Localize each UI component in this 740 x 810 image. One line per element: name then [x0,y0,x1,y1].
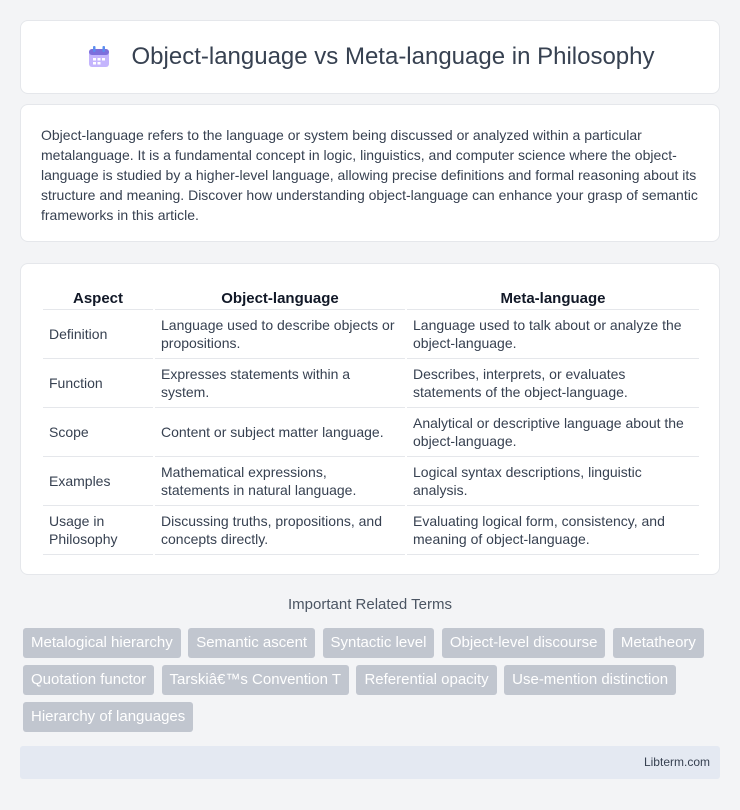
header-card [20,20,720,94]
term-tag[interactable]: Use-mention distinction [504,665,676,695]
footer [20,746,720,779]
table-row [43,359,699,408]
table-cell: Logical syntax descriptions, linguistic analysis. [407,457,699,506]
table-cell: Scope [43,408,153,457]
term-tag[interactable]: Metalogical hierarchy [23,628,181,658]
comparison-table [41,284,701,555]
term-tag[interactable]: Tarskiâ€™s Convention T [162,665,349,695]
table-cell: Expresses statements within a system. [155,359,405,408]
comparison-card [20,263,720,575]
table-cell: Language used to describe objects or propositions. [155,310,405,359]
column-header: Object-language [155,284,405,310]
intro-card [20,104,720,242]
table-row [43,408,699,457]
term-tag[interactable]: Referential opacity [356,665,496,695]
table-cell: Function [43,359,153,408]
table-row [43,457,699,506]
calendar-icon [86,44,112,70]
table-cell: Content or subject matter language. [155,408,405,457]
table-cell: Analytical or descriptive language about the object-language. [407,408,699,457]
column-header: Aspect [43,284,153,310]
term-tag[interactable]: Metatheory [613,628,704,658]
term-tag[interactable]: Semantic ascent [188,628,315,658]
table-row [43,310,699,359]
table-cell: Examples [43,457,153,506]
table-cell: Definition [43,310,153,359]
page-title: Object-language vs Meta-language in Philosophy [131,43,655,70]
term-tag[interactable]: Syntactic level [323,628,435,658]
table-cell: Describes, interprets, or evaluates statements of the object-language. [407,359,699,408]
term-tag[interactable]: Object-level discourse [442,628,606,658]
term-tag[interactable]: Hierarchy of languages [23,702,193,732]
table-header-row [43,284,699,310]
related-terms-title: Important Related Terms [288,596,452,613]
footer-brand-link[interactable]: Libterm.com [643,755,710,769]
table-row [43,506,699,555]
table-cell: Language used to talk about or analyze the object-language. [407,310,699,359]
term-tag[interactable]: Quotation functor [23,665,154,695]
table-cell: Discussing truths, propositions, and concepts directly. [155,506,405,555]
table-cell: Evaluating logical form, consistency, and meaning of object-language. [407,506,699,555]
intro-text: Object-language refers to the language or system being discussed or analyzed within a particular metalanguage. It is a fundamental concept in logic, linguistics, and computer science where the object-language is studied by a higher-level language, allowing precise definitions and formal reasoning about its structure and meaning. Discover how understanding object-language can enhance your grasp of semantic frameworks in this article. [41,127,698,223]
table-cell: Mathematical expressions, statements in natural language. [155,457,405,506]
table-cell: Usage in Philosophy [43,506,153,555]
related-terms-list [23,628,723,739]
column-header: Meta-language [407,284,699,310]
